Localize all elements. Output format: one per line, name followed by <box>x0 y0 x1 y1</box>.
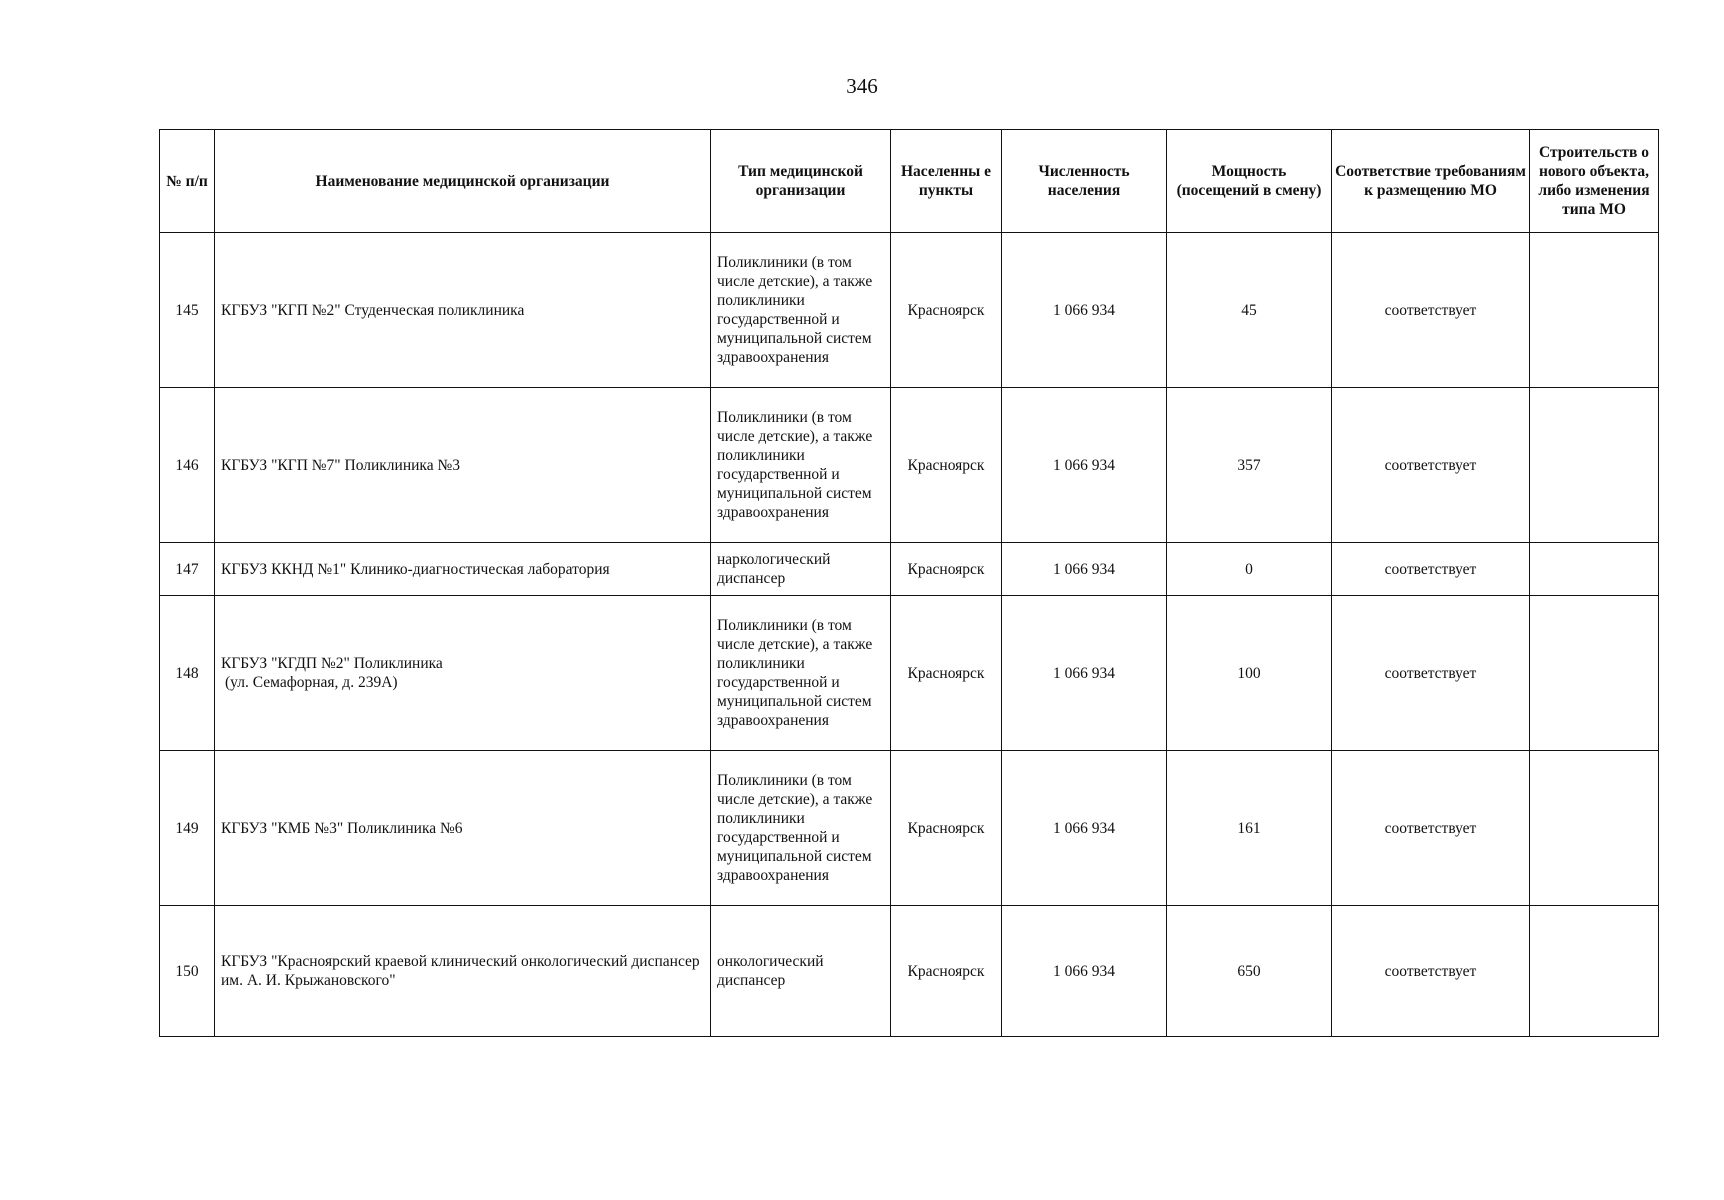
header-num: № п/п <box>160 130 215 233</box>
cell-population: 1 066 934 <box>1002 751 1167 906</box>
cell-name-line: КГБУЗ "Красноярский краевой клинический онкологический диспансер им. А. И. Крыжановского" <box>221 953 700 989</box>
cell-type: Поликлиники (в том числе детские), а также поликлиники государственной и муниципальной систем здравоохранения <box>711 233 891 388</box>
header-type: Тип медицинской организации <box>711 130 891 233</box>
cell-name-line: КГБУЗ "КМБ №3" Поликлиника №6 <box>221 819 463 837</box>
cell-construction <box>1530 543 1659 596</box>
cell-construction <box>1530 906 1659 1037</box>
cell-construction <box>1530 233 1659 388</box>
table-row <box>160 233 1659 388</box>
header-name: Наименование медицинской организации <box>215 130 711 233</box>
cell-construction <box>1530 388 1659 543</box>
page-number: 346 <box>846 74 878 98</box>
cell-type: Поликлиники (в том числе детские), а также поликлиники государственной и муниципальной систем здравоохранения <box>711 388 891 543</box>
cell-capacity: 45 <box>1167 233 1332 388</box>
cell-capacity: 161 <box>1167 751 1332 906</box>
cell-name <box>215 596 711 751</box>
table-row <box>160 906 1659 1037</box>
cell-population: 1 066 934 <box>1002 543 1167 596</box>
cell-compliance: соответствует <box>1332 543 1530 596</box>
cell-capacity: 0 <box>1167 543 1332 596</box>
cell-type: наркологический диспансер <box>711 543 891 596</box>
cell-construction <box>1530 751 1659 906</box>
cell-population: 1 066 934 <box>1002 233 1167 388</box>
header-capacity: Мощность (посещений в смену) <box>1167 130 1332 233</box>
cell-num: 147 <box>160 543 215 596</box>
cell-num: 148 <box>160 596 215 751</box>
cell-compliance: соответствует <box>1332 233 1530 388</box>
header-construction: Строительств о нового объекта, либо изменения типа МО <box>1530 130 1659 233</box>
cell-construction <box>1530 596 1659 751</box>
cell-num: 149 <box>160 751 215 906</box>
cell-population: 1 066 934 <box>1002 388 1167 543</box>
cell-name-line: КГБУЗ "КГП №7" Поликлиника №3 <box>221 456 461 474</box>
cell-name-address: (ул. Семафорная, д. 239А) <box>225 674 398 691</box>
cell-compliance: соответствует <box>1332 906 1530 1037</box>
cell-compliance: соответствует <box>1332 388 1530 543</box>
cell-name <box>215 388 711 543</box>
cell-settlement: Красноярск <box>891 906 1002 1037</box>
cell-settlement: Красноярск <box>891 751 1002 906</box>
cell-num: 146 <box>160 388 215 543</box>
header-settlement: Населенны е пункты <box>891 130 1002 233</box>
cell-num: 145 <box>160 233 215 388</box>
header-compliance: Соответствие требованиям к размещению МО <box>1332 130 1530 233</box>
cell-capacity: 650 <box>1167 906 1332 1037</box>
cell-name <box>215 906 711 1037</box>
cell-population: 1 066 934 <box>1002 906 1167 1037</box>
cell-settlement: Красноярск <box>891 233 1002 388</box>
table-row <box>160 751 1659 906</box>
cell-type: онкологический диспансер <box>711 906 891 1037</box>
cell-settlement: Красноярск <box>891 596 1002 751</box>
cell-capacity: 357 <box>1167 388 1332 543</box>
cell-name-line: КГБУЗ "КГП №2" Студенческая поликлиника <box>221 301 525 319</box>
cell-name <box>215 233 711 388</box>
cell-type: Поликлиники (в том числе детские), а также поликлиники государственной и муниципальной систем здравоохранения <box>711 751 891 906</box>
cell-settlement: Красноярск <box>891 543 1002 596</box>
cell-type: Поликлиники (в том числе детские), а также поликлиники государственной и муниципальной систем здравоохранения <box>711 596 891 751</box>
table-row <box>160 543 1659 596</box>
table-row <box>160 596 1659 751</box>
cell-compliance: соответствует <box>1332 596 1530 751</box>
cell-name-line: КГБУЗ "КГДП №2" Поликлиника <box>221 655 443 672</box>
cell-settlement: Красноярск <box>891 388 1002 543</box>
cell-num: 150 <box>160 906 215 1037</box>
medical-organizations-table <box>159 129 1659 1037</box>
cell-name <box>215 751 711 906</box>
cell-name <box>215 543 711 596</box>
cell-name-line: КГБУЗ ККНД №1" Клинико-диагностическая лаборатория <box>221 560 610 578</box>
cell-capacity: 100 <box>1167 596 1332 751</box>
table-header-row <box>160 130 1659 233</box>
table-row <box>160 388 1659 543</box>
cell-population: 1 066 934 <box>1002 596 1167 751</box>
header-population: Численность населения <box>1002 130 1167 233</box>
cell-compliance: соответствует <box>1332 751 1530 906</box>
